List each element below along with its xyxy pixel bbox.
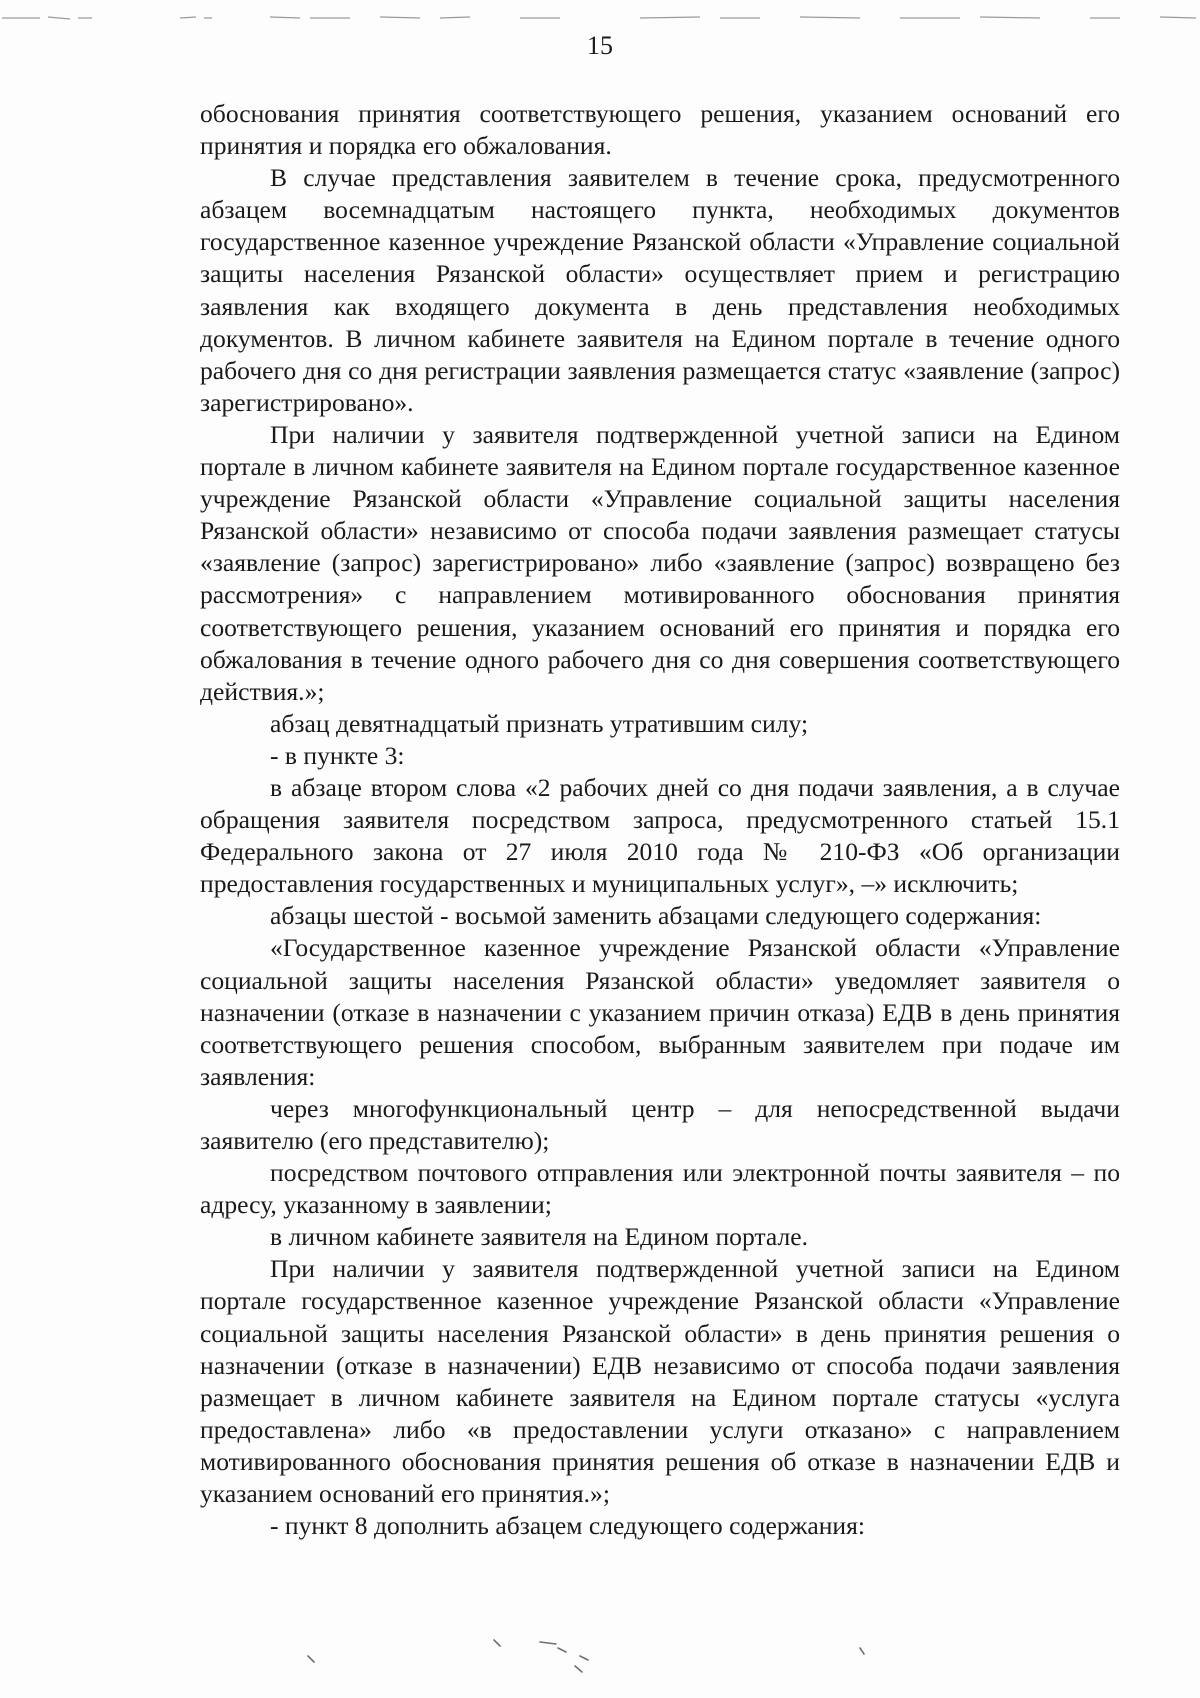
scan-artifact-top: [0, 14, 1200, 22]
paragraph: «Государственное казенное учреждение Рязанской области «Управление социальной защиты населения Рязанской области» уведомляет заявителя о назначении (отказе в назначении с указанием причин отказа) ЕДВ в день принятия соответствующего решения способом, выбранным заявителем при подаче им заявления:: [200, 933, 1120, 1091]
scan-artifact-bottom: [0, 1600, 1200, 1690]
paragraph: через многофункциональный центр – для непосредственной выдачи заявителю (его представителю);: [200, 1093, 1120, 1155]
document-body: [200, 98, 1120, 1542]
paragraph-continuation: обоснования принятия соответствующего решения, указанием оснований его принятия и порядка его обжалования.: [200, 99, 1120, 161]
paragraph: в абзаце втором слова «2 рабочих дней со дня подачи заявления, а в случае обращения заявителя посредством запроса, предусмотренного статьей 15.1 Федерального закона от 27 июля 2010 года № 210-ФЗ «Об организации предоставления государственных и муниципальных услуг», –» исключить;: [200, 772, 1120, 899]
paragraph: При наличии у заявителя подтвержденной учетной записи на Едином портале в личном кабинете заявителя на Едином портале государственное казенное учреждение Рязанской области «Управление социальной защиты населения Рязанской области» независимо от способа подачи заявления размещает статусы «заявление (запрос) зарегистрировано» либо «заявление (запрос) возвращено без рассмотрения» с направлением мотивированного обоснования принятия соответствующего решения, указанием оснований его принятия и порядка его обжалования в течение одного рабочего дня со дня совершения соответствующего действия.»;: [200, 419, 1120, 706]
paragraph: абзацы шестой - восьмой заменить абзацами следующего содержания:: [270, 901, 1042, 931]
paragraph: - в пункте 3:: [270, 740, 405, 770]
paragraph: в личном кабинете заявителя на Едином портале.: [270, 1222, 809, 1252]
paragraph: В случае представления заявителем в течение срока, предусмотренного абзацем восемнадцатым настоящего пункта, необходимых документов государственное казенное учреждение Рязанской области «Управление социальной защиты населения Рязанской области» осуществляет прием и регистрацию заявления как входящего документа в день представления необходимых документов. В личном кабинете заявителя на Едином портале в течение одного рабочего дня со дня регистрации заявления размещается статус «заявление (запрос) зарегистрировано».: [200, 163, 1120, 417]
paragraph: абзац девятнадцатый признать утратившим силу;: [270, 708, 809, 738]
paragraph: посредством почтового отправления или электронной почты заявителя – по адресу, указанному в заявлении;: [200, 1158, 1120, 1220]
paragraph: При наличии у заявителя подтвержденной учетной записи на Едином портале государственное казенное учреждение Рязанской области «Управление социальной защиты населения Рязанской области» в день принятия решения о назначении (отказе в назначении) ЕДВ независимо от способа подачи заявления размещает в личном кабинете заявителя на Едином портале статусы «услуга предоставлена» либо «в предоставлении услуги отказано» с направлением мотивированного обоснования принятия решения об отказе в назначении ЕДВ и указанием оснований его принятия.»;: [200, 1254, 1120, 1509]
paragraph: - пункт 8 дополнить абзацем следующего содержания:: [270, 1511, 866, 1541]
page-number: 15: [587, 31, 613, 60]
